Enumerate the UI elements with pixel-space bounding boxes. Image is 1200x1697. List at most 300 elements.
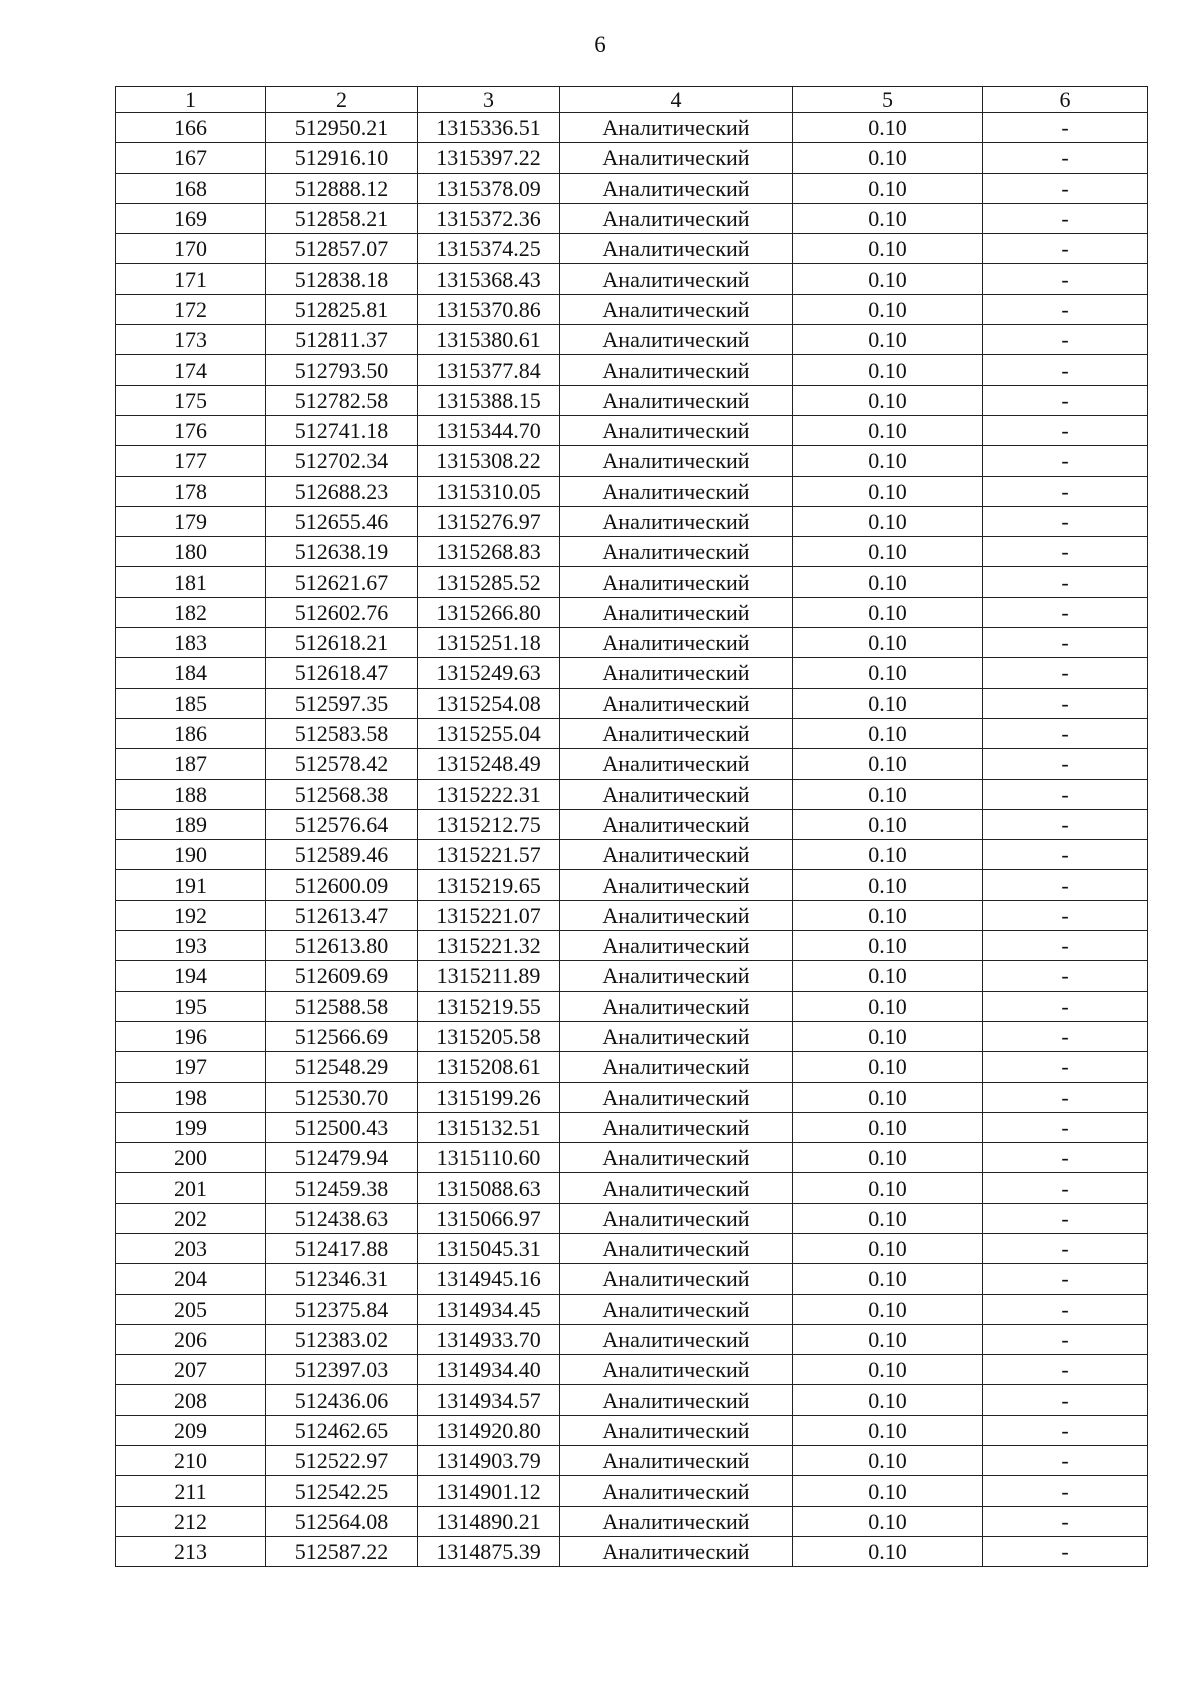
table-cell: Аналитический: [560, 1294, 793, 1324]
table-cell: 1315344.70: [418, 415, 560, 445]
table-row: [116, 234, 1148, 264]
table-cell: 179: [116, 506, 266, 536]
table-cell: 1315368.43: [418, 264, 560, 294]
table-cell: Аналитический: [560, 173, 793, 203]
table-cell: Аналитический: [560, 325, 793, 355]
table-row: [116, 415, 1148, 445]
table-row: [116, 1415, 1148, 1445]
table-cell: 168: [116, 173, 266, 203]
table-cell: -: [983, 1294, 1148, 1324]
table-cell: 183: [116, 628, 266, 658]
table-row: [116, 991, 1148, 1021]
table-cell: Аналитический: [560, 234, 793, 264]
table-cell: -: [983, 113, 1148, 143]
table-cell: 512702.34: [266, 446, 418, 476]
page-number: 6: [594, 32, 606, 57]
table-cell: Аналитический: [560, 476, 793, 506]
table-cell: 512542.25: [266, 1476, 418, 1506]
table-cell: 193: [116, 931, 266, 961]
table-cell: 189: [116, 809, 266, 839]
table-cell: 173: [116, 325, 266, 355]
table-cell: 512564.08: [266, 1506, 418, 1536]
table-row: [116, 385, 1148, 415]
table-cell: 181: [116, 567, 266, 597]
table-cell: 512583.58: [266, 718, 418, 748]
table-cell: 198: [116, 1082, 266, 1112]
table-cell: -: [983, 294, 1148, 324]
table-cell: 1315310.05: [418, 476, 560, 506]
table-row: [116, 476, 1148, 506]
table-row: [116, 1536, 1148, 1566]
table-cell: 512741.18: [266, 415, 418, 445]
table-cell: 169: [116, 203, 266, 233]
table-cell: 207: [116, 1355, 266, 1385]
table-cell: 512530.70: [266, 1082, 418, 1112]
table-cell: 512655.46: [266, 506, 418, 536]
table-cell: Аналитический: [560, 143, 793, 173]
table-row: [116, 961, 1148, 991]
table-cell: 195: [116, 991, 266, 1021]
table-cell: 1315088.63: [418, 1173, 560, 1203]
table-row: [116, 1324, 1148, 1354]
table-cell: 196: [116, 1021, 266, 1051]
table-cell: 0.10: [793, 658, 983, 688]
table-cell: 170: [116, 234, 266, 264]
table-row: [116, 1143, 1148, 1173]
table-cell: Аналитический: [560, 718, 793, 748]
table-cell: 208: [116, 1385, 266, 1415]
table-cell: 1314934.40: [418, 1355, 560, 1385]
table-cell: -: [983, 1415, 1148, 1445]
table-cell: 0.10: [793, 900, 983, 930]
table-cell: Аналитический: [560, 597, 793, 627]
table-cell: Аналитический: [560, 1264, 793, 1294]
table-cell: Аналитический: [560, 506, 793, 536]
table-cell: -: [983, 234, 1148, 264]
table-row: [116, 1021, 1148, 1051]
table-row: [116, 173, 1148, 203]
table-row: [116, 1294, 1148, 1324]
table-cell: 512568.38: [266, 779, 418, 809]
table-cell: 205: [116, 1294, 266, 1324]
table-cell: 1315266.80: [418, 597, 560, 627]
table-cell: 1315212.75: [418, 809, 560, 839]
table-row: [116, 658, 1148, 688]
table-cell: 512638.19: [266, 537, 418, 567]
table-cell: 199: [116, 1112, 266, 1142]
table-cell: 512438.63: [266, 1203, 418, 1233]
table-cell: 512576.64: [266, 809, 418, 839]
column-header: 4: [560, 87, 793, 113]
table-cell: 0.10: [793, 113, 983, 143]
table-cell: Аналитический: [560, 567, 793, 597]
table-cell: 1315249.63: [418, 658, 560, 688]
table-cell: Аналитический: [560, 1112, 793, 1142]
table-cell: -: [983, 1324, 1148, 1354]
table-cell: Аналитический: [560, 1446, 793, 1476]
table-cell: 1315255.04: [418, 718, 560, 748]
table-cell: 1315208.61: [418, 1052, 560, 1082]
table-cell: 1315254.08: [418, 688, 560, 718]
table-cell: Аналитический: [560, 1506, 793, 1536]
table-cell: 1314890.21: [418, 1506, 560, 1536]
table-cell: Аналитический: [560, 1233, 793, 1263]
table-cell: 512383.02: [266, 1324, 418, 1354]
table-cell: -: [983, 1385, 1148, 1415]
table-cell: -: [983, 991, 1148, 1021]
table-cell: 0.10: [793, 1476, 983, 1506]
table-cell: 1315370.86: [418, 294, 560, 324]
table-cell: 1315205.58: [418, 1021, 560, 1051]
table-cell: 0.10: [793, 1052, 983, 1082]
table-cell: 182: [116, 597, 266, 627]
table-cell: 204: [116, 1264, 266, 1294]
table-cell: 1315378.09: [418, 173, 560, 203]
table-cell: Аналитический: [560, 1536, 793, 1566]
table-cell: 166: [116, 113, 266, 143]
table-cell: 0.10: [793, 779, 983, 809]
table-cell: 213: [116, 1536, 266, 1566]
table-cell: 1314903.79: [418, 1446, 560, 1476]
table-cell: 178: [116, 476, 266, 506]
table-cell: 512375.84: [266, 1294, 418, 1324]
table-cell: Аналитический: [560, 1476, 793, 1506]
table-cell: Аналитический: [560, 628, 793, 658]
table-cell: -: [983, 1112, 1148, 1142]
table-cell: 0.10: [793, 1506, 983, 1536]
table-cell: 1314920.80: [418, 1415, 560, 1445]
table-cell: 1315248.49: [418, 749, 560, 779]
table-cell: -: [983, 476, 1148, 506]
table-cell: 202: [116, 1203, 266, 1233]
table-cell: 0.10: [793, 234, 983, 264]
table-cell: -: [983, 1233, 1148, 1263]
table-cell: 186: [116, 718, 266, 748]
table-cell: 180: [116, 537, 266, 567]
table-cell: 1314901.12: [418, 1476, 560, 1506]
table-cell: 167: [116, 143, 266, 173]
table-cell: 0.10: [793, 1264, 983, 1294]
table-cell: 210: [116, 1446, 266, 1476]
table-cell: 512436.06: [266, 1385, 418, 1415]
table-cell: 512566.69: [266, 1021, 418, 1051]
table-cell: 0.10: [793, 1143, 983, 1173]
table-cell: -: [983, 1476, 1148, 1506]
table-cell: 1315308.22: [418, 446, 560, 476]
table-cell: Аналитический: [560, 355, 793, 385]
table-cell: 512688.23: [266, 476, 418, 506]
table-cell: 512578.42: [266, 749, 418, 779]
table-cell: Аналитический: [560, 840, 793, 870]
table-row: [116, 597, 1148, 627]
table-cell: Аналитический: [560, 415, 793, 445]
table-cell: -: [983, 1082, 1148, 1112]
table-cell: 512609.69: [266, 961, 418, 991]
table-cell: 197: [116, 1052, 266, 1082]
table-cell: 1315276.97: [418, 506, 560, 536]
table-cell: 177: [116, 446, 266, 476]
table-cell: 512613.80: [266, 931, 418, 961]
column-header: 5: [793, 87, 983, 113]
table-cell: 0.10: [793, 173, 983, 203]
table-row: [116, 840, 1148, 870]
column-header: 6: [983, 87, 1148, 113]
table-cell: 212: [116, 1506, 266, 1536]
table-cell: 512916.10: [266, 143, 418, 173]
table-cell: 1315110.60: [418, 1143, 560, 1173]
table-row: [116, 1173, 1148, 1203]
table-header-row: [116, 87, 1148, 113]
table-cell: 1315221.57: [418, 840, 560, 870]
table-cell: 512825.81: [266, 294, 418, 324]
table-cell: 0.10: [793, 355, 983, 385]
table-row: [116, 1506, 1148, 1536]
table-row: [116, 779, 1148, 809]
table-cell: 0.10: [793, 476, 983, 506]
table-cell: Аналитический: [560, 537, 793, 567]
table-cell: -: [983, 749, 1148, 779]
table-cell: 1315222.31: [418, 779, 560, 809]
table-cell: 512548.29: [266, 1052, 418, 1082]
table-row: [116, 1052, 1148, 1082]
table-row: [116, 1082, 1148, 1112]
table-cell: Аналитический: [560, 658, 793, 688]
table-cell: 0.10: [793, 1082, 983, 1112]
table-cell: 1315397.22: [418, 143, 560, 173]
table-cell: 1315285.52: [418, 567, 560, 597]
table-cell: -: [983, 718, 1148, 748]
table-row: [116, 628, 1148, 658]
table-cell: -: [983, 1355, 1148, 1385]
table-row: [116, 931, 1148, 961]
table-cell: Аналитический: [560, 1355, 793, 1385]
column-header: 1: [116, 87, 266, 113]
column-header: 3: [418, 87, 560, 113]
table-cell: 1315221.07: [418, 900, 560, 930]
table-cell: 191: [116, 870, 266, 900]
table-row: [116, 143, 1148, 173]
table-cell: 0.10: [793, 1536, 983, 1566]
table-cell: 0.10: [793, 203, 983, 233]
table-cell: -: [983, 688, 1148, 718]
table-cell: 0.10: [793, 143, 983, 173]
table-cell: -: [983, 567, 1148, 597]
table-row: [116, 749, 1148, 779]
table-cell: -: [983, 173, 1148, 203]
table-cell: 190: [116, 840, 266, 870]
table-cell: 1315045.31: [418, 1233, 560, 1263]
table-cell: 175: [116, 385, 266, 415]
coordinates-table: [115, 86, 1148, 1567]
table-cell: -: [983, 264, 1148, 294]
table-cell: 0.10: [793, 325, 983, 355]
table-cell: 512618.47: [266, 658, 418, 688]
table-cell: 187: [116, 749, 266, 779]
table-cell: -: [983, 779, 1148, 809]
table-cell: 0.10: [793, 1173, 983, 1203]
table-cell: -: [983, 628, 1148, 658]
table-cell: -: [983, 385, 1148, 415]
table-cell: 1315268.83: [418, 537, 560, 567]
table-cell: 174: [116, 355, 266, 385]
table-cell: Аналитический: [560, 1143, 793, 1173]
table-cell: 192: [116, 900, 266, 930]
table-row: [116, 506, 1148, 536]
table-row: [116, 325, 1148, 355]
table-cell: 0.10: [793, 506, 983, 536]
table-cell: 0.10: [793, 809, 983, 839]
table-cell: 1315199.26: [418, 1082, 560, 1112]
table-cell: 512346.31: [266, 1264, 418, 1294]
table-cell: Аналитический: [560, 385, 793, 415]
table-cell: 0.10: [793, 688, 983, 718]
table-cell: 0.10: [793, 1203, 983, 1233]
table-cell: Аналитический: [560, 1021, 793, 1051]
table-cell: 1315372.36: [418, 203, 560, 233]
table-cell: -: [983, 143, 1148, 173]
table-cell: 512589.46: [266, 840, 418, 870]
table-cell: Аналитический: [560, 900, 793, 930]
table-cell: -: [983, 325, 1148, 355]
table-cell: -: [983, 1052, 1148, 1082]
table-cell: -: [983, 1446, 1148, 1476]
table-row: [116, 537, 1148, 567]
table-cell: 512587.22: [266, 1536, 418, 1566]
table-row: [116, 1385, 1148, 1415]
table-cell: 512793.50: [266, 355, 418, 385]
table-cell: -: [983, 203, 1148, 233]
table-cell: 512459.38: [266, 1173, 418, 1203]
table-cell: 0.10: [793, 1233, 983, 1263]
table-cell: Аналитический: [560, 1082, 793, 1112]
table-cell: Аналитический: [560, 809, 793, 839]
table-row: [116, 718, 1148, 748]
table-cell: 176: [116, 415, 266, 445]
table-cell: 512838.18: [266, 264, 418, 294]
table-cell: 0.10: [793, 385, 983, 415]
table-cell: 0.10: [793, 718, 983, 748]
table-cell: 1314933.70: [418, 1324, 560, 1354]
table-row: [116, 355, 1148, 385]
table-row: [116, 809, 1148, 839]
table-cell: -: [983, 446, 1148, 476]
table-cell: 512613.47: [266, 900, 418, 930]
table-cell: 512618.21: [266, 628, 418, 658]
table-cell: -: [983, 900, 1148, 930]
table-cell: Аналитический: [560, 203, 793, 233]
table-cell: 0.10: [793, 1112, 983, 1142]
table-cell: 512950.21: [266, 113, 418, 143]
table-row: [116, 294, 1148, 324]
table-cell: 194: [116, 961, 266, 991]
table-cell: Аналитический: [560, 961, 793, 991]
table-cell: 172: [116, 294, 266, 324]
table-cell: 1314875.39: [418, 1536, 560, 1566]
table-cell: 512479.94: [266, 1143, 418, 1173]
table-cell: -: [983, 931, 1148, 961]
table-cell: 1315380.61: [418, 325, 560, 355]
table-cell: 512858.21: [266, 203, 418, 233]
table-cell: 0.10: [793, 537, 983, 567]
table-cell: Аналитический: [560, 991, 793, 1021]
table-cell: -: [983, 961, 1148, 991]
table-body: [116, 113, 1148, 1567]
table-row: [116, 203, 1148, 233]
table-cell: 0.10: [793, 991, 983, 1021]
table-cell: 0.10: [793, 1021, 983, 1051]
table-row: [116, 567, 1148, 597]
table-cell: Аналитический: [560, 1324, 793, 1354]
table-row: [116, 900, 1148, 930]
table-cell: 209: [116, 1415, 266, 1445]
table-cell: 188: [116, 779, 266, 809]
table-cell: 1315132.51: [418, 1112, 560, 1142]
table-row: [116, 113, 1148, 143]
table-cell: Аналитический: [560, 264, 793, 294]
table-cell: 512782.58: [266, 385, 418, 415]
table-cell: 1315336.51: [418, 113, 560, 143]
table-cell: 512597.35: [266, 688, 418, 718]
table-cell: Аналитический: [560, 446, 793, 476]
table-cell: 0.10: [793, 1385, 983, 1415]
table-cell: 0.10: [793, 264, 983, 294]
table-cell: 206: [116, 1324, 266, 1354]
table-cell: 0.10: [793, 567, 983, 597]
table-cell: -: [983, 355, 1148, 385]
table-cell: 211: [116, 1476, 266, 1506]
table-cell: 1314945.16: [418, 1264, 560, 1294]
table-row: [116, 1233, 1148, 1263]
table-cell: 512462.65: [266, 1415, 418, 1445]
table-cell: -: [983, 658, 1148, 688]
table-cell: -: [983, 809, 1148, 839]
table-cell: 203: [116, 1233, 266, 1263]
table-cell: -: [983, 1203, 1148, 1233]
table-cell: 0.10: [793, 870, 983, 900]
table-row: [116, 1446, 1148, 1476]
table-cell: -: [983, 840, 1148, 870]
table-row: [116, 1476, 1148, 1506]
table-cell: 512621.67: [266, 567, 418, 597]
table-cell: 0.10: [793, 1415, 983, 1445]
table-row: [116, 264, 1148, 294]
table-cell: 1315066.97: [418, 1203, 560, 1233]
table-cell: 512811.37: [266, 325, 418, 355]
table-cell: 512602.76: [266, 597, 418, 627]
table-cell: -: [983, 1173, 1148, 1203]
table-cell: Аналитический: [560, 1052, 793, 1082]
table-cell: 0.10: [793, 415, 983, 445]
table-cell: Аналитический: [560, 1415, 793, 1445]
table-cell: 512888.12: [266, 173, 418, 203]
table-cell: 1315219.55: [418, 991, 560, 1021]
table-cell: 512500.43: [266, 1112, 418, 1142]
table-cell: 0.10: [793, 294, 983, 324]
table-cell: 1315388.15: [418, 385, 560, 415]
table-cell: Аналитический: [560, 1385, 793, 1415]
table-row: [116, 446, 1148, 476]
table-cell: 0.10: [793, 628, 983, 658]
table-cell: Аналитический: [560, 931, 793, 961]
table-cell: -: [983, 1536, 1148, 1566]
table-cell: -: [983, 1506, 1148, 1536]
table-cell: Аналитический: [560, 749, 793, 779]
table-cell: -: [983, 1021, 1148, 1051]
table-row: [116, 688, 1148, 718]
table-cell: 0.10: [793, 961, 983, 991]
table-cell: 0.10: [793, 1324, 983, 1354]
table-cell: 512588.58: [266, 991, 418, 1021]
